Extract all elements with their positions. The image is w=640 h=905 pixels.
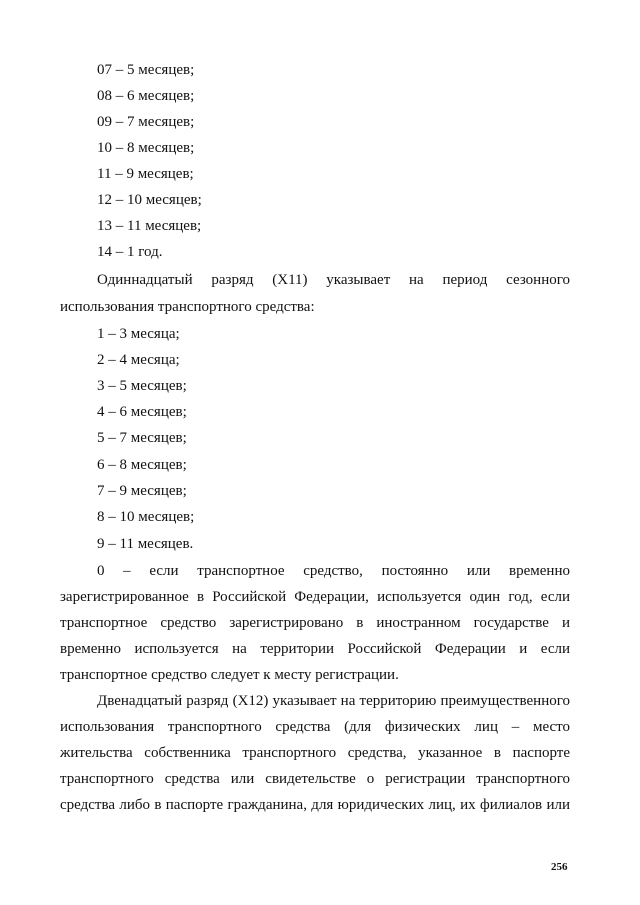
paragraph-line: временно используется на территории Российской Федерации и если xyxy=(60,641,570,657)
list-item: 08 – 6 месяцев; xyxy=(97,88,195,104)
paragraph-line: жительства собственника транспортного средства, указанное в паспорте xyxy=(60,745,570,761)
list-item: 13 – 11 месяцев; xyxy=(97,218,202,234)
list-item: 4 – 6 месяцев; xyxy=(97,404,187,420)
page-number: 256 xyxy=(551,861,568,873)
list-item: 10 – 8 месяцев; xyxy=(97,140,195,156)
list-item: 11 – 9 месяцев; xyxy=(97,166,194,182)
paragraph-line: транспортное средство зарегистрировано в иностранном государстве и xyxy=(60,615,570,631)
list-item: 12 – 10 месяцев; xyxy=(97,192,202,208)
paragraph-line: Одиннадцатый разряд (X11) указывает на период сезонного xyxy=(97,272,570,288)
paragraph-line: транспортного средства или свидетельстве о регистрации транспортного xyxy=(60,771,570,787)
list-item: 3 – 5 месяцев; xyxy=(97,378,187,394)
list-item: 8 – 10 месяцев; xyxy=(97,509,195,525)
paragraph-line: 0 – если транспортное средство, постоянно или временно xyxy=(97,563,570,579)
paragraph-line: средства либо в паспорте гражданина, для юридических лиц, их филиалов или xyxy=(60,797,570,813)
list-item: 2 – 4 месяца; xyxy=(97,352,180,368)
paragraph-line: транспортное средство следует к месту регистрации. xyxy=(60,667,399,683)
list-item: 09 – 7 месяцев; xyxy=(97,114,195,130)
list-item: 7 – 9 месяцев; xyxy=(97,483,187,499)
list-item: 6 – 8 месяцев; xyxy=(97,457,187,473)
paragraph-line: зарегистрированное в Российской Федерации, используется один год, если xyxy=(60,589,570,605)
list-item: 1 – 3 месяца; xyxy=(97,326,180,342)
list-item: 9 – 11 месяцев. xyxy=(97,536,194,552)
list-item: 14 – 1 год. xyxy=(97,244,163,260)
paragraph-line: Двенадцатый разряд (X12) указывает на территорию преимущественного xyxy=(97,693,570,709)
list-item: 5 – 7 месяцев; xyxy=(97,430,187,446)
paragraph-line: использования транспортного средства (для физических лиц – место xyxy=(60,719,570,735)
paragraph-line: использования транспортного средства: xyxy=(60,299,315,315)
list-item: 07 – 5 месяцев; xyxy=(97,62,195,78)
